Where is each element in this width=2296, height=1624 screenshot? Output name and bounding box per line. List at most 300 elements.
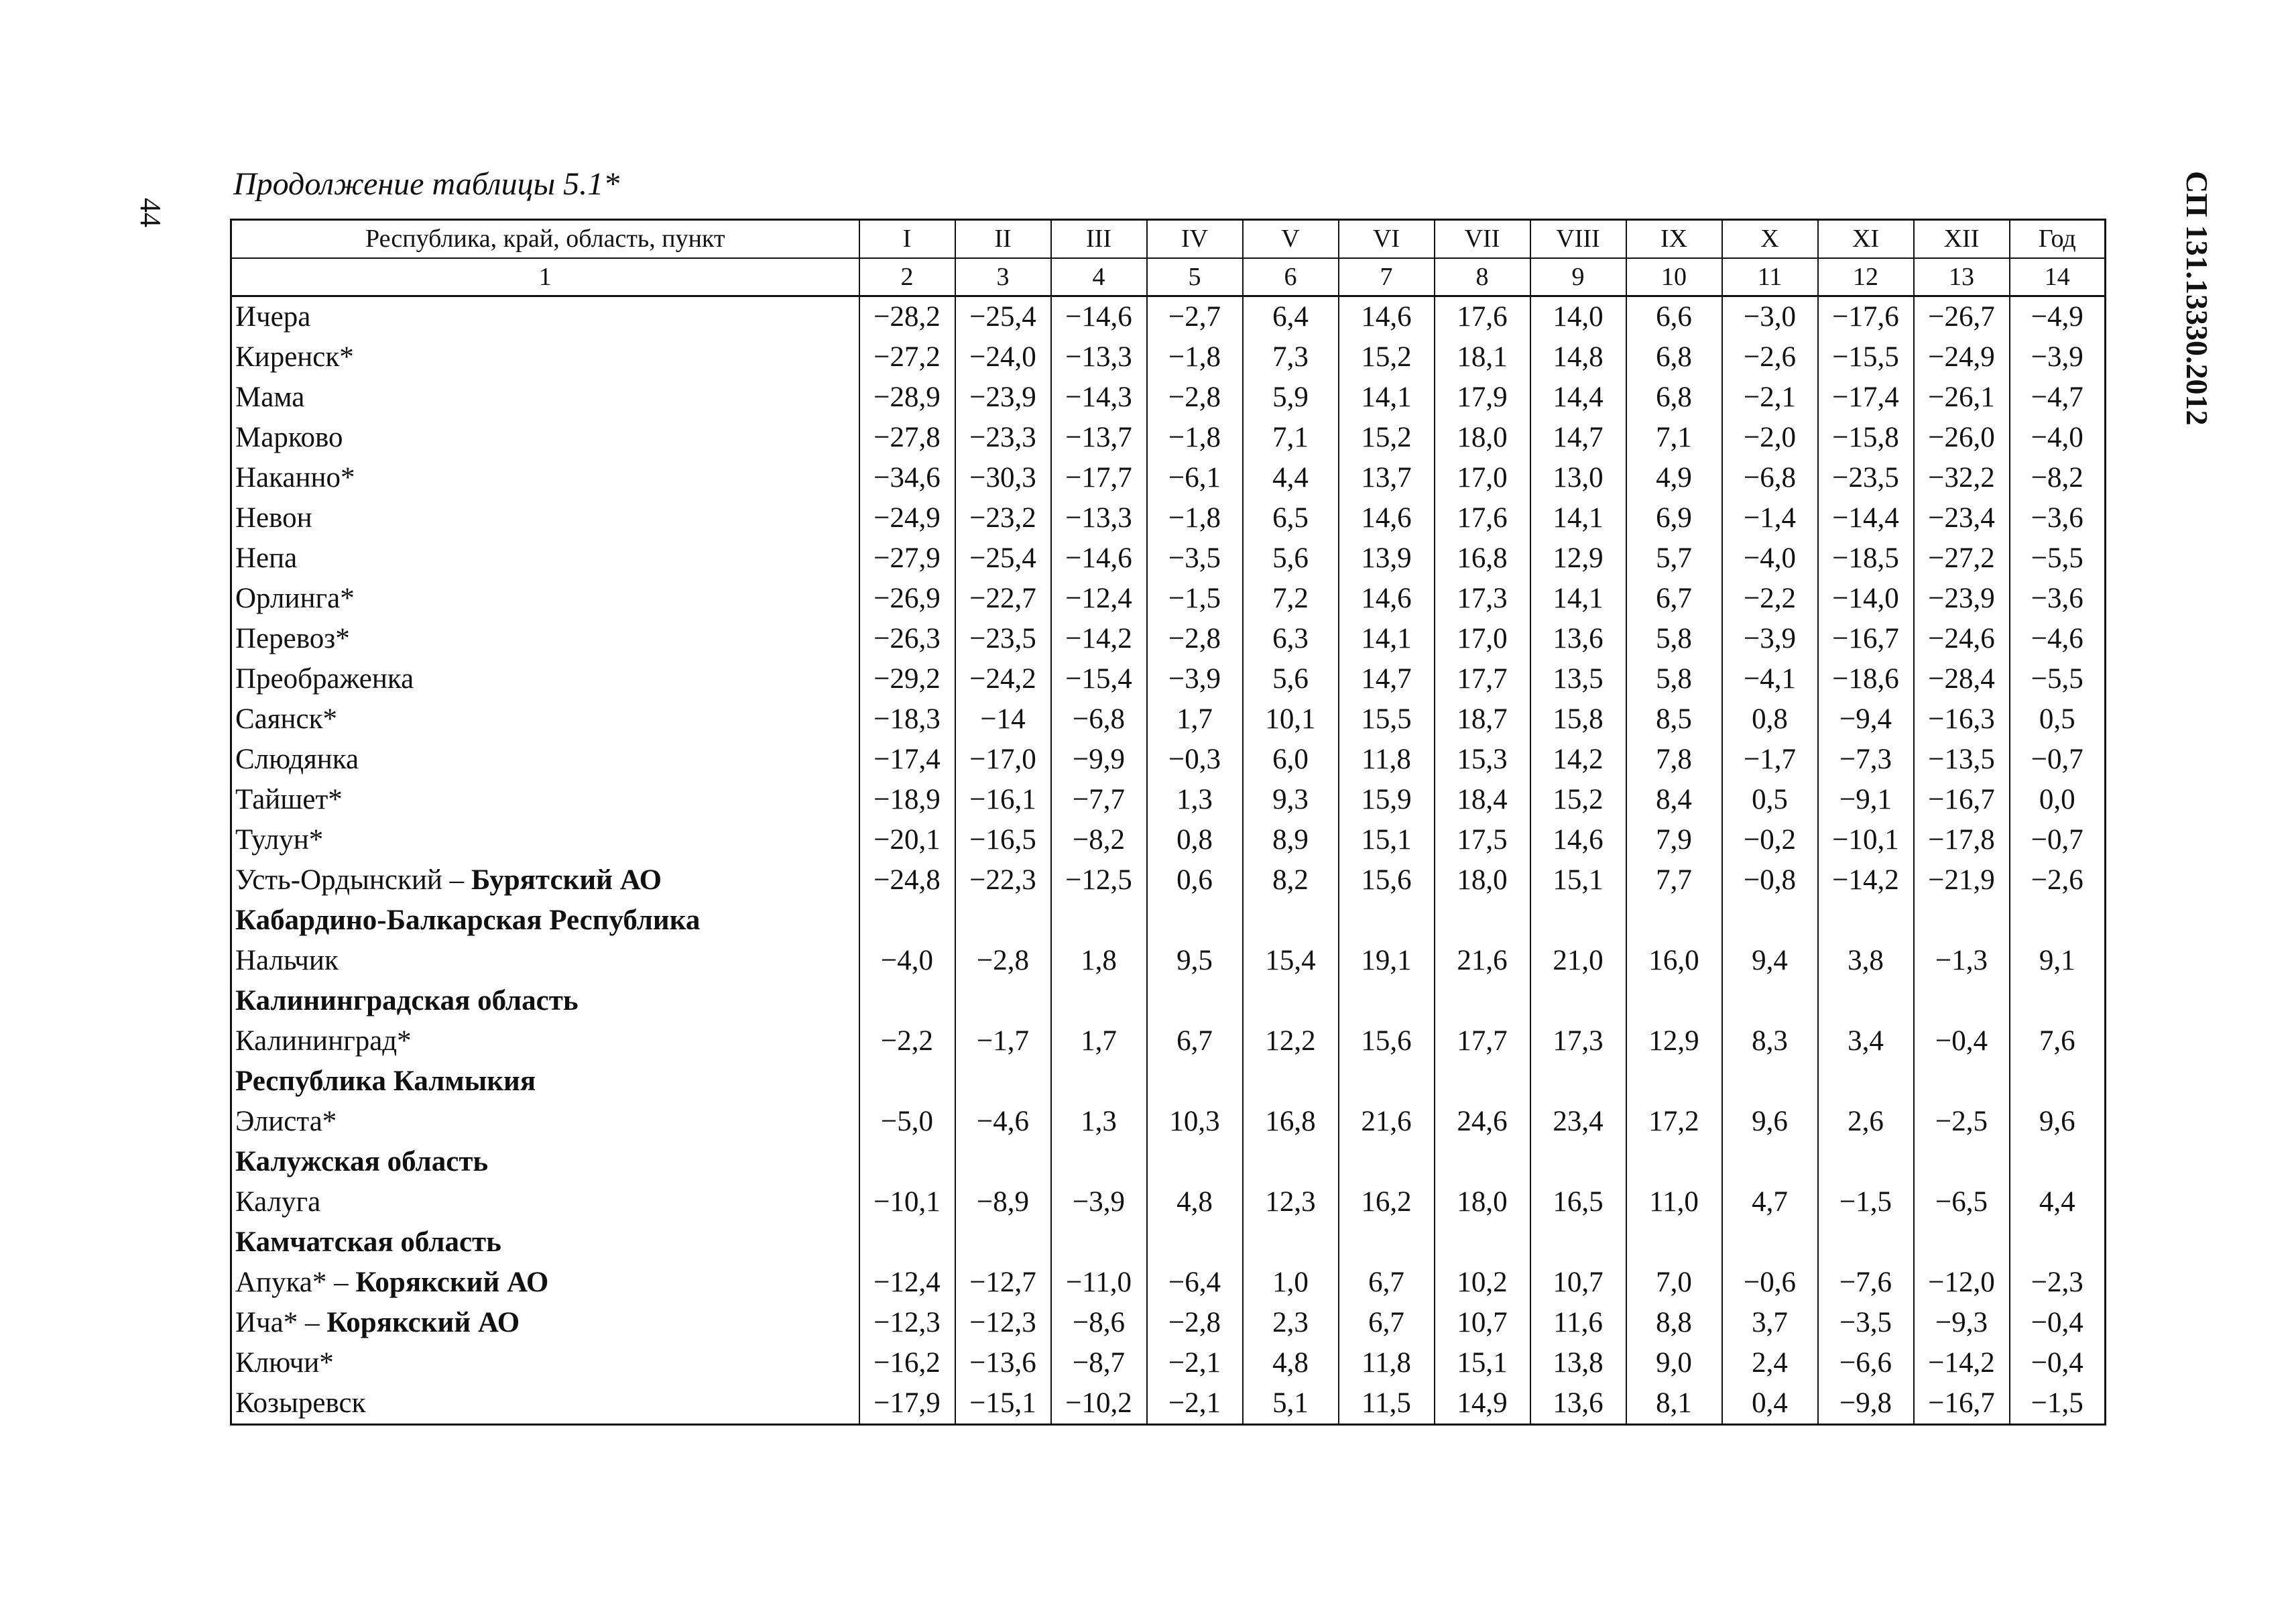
location-name (231, 538, 859, 579)
temperature-value: 1,7 (1051, 1021, 1147, 1061)
temperature-value: 9,0 (1626, 1343, 1722, 1383)
location-name (231, 780, 859, 820)
temperature-value: 11,8 (1339, 1343, 1435, 1383)
empty-cell (1914, 1061, 2010, 1102)
temperature-value: 13,7 (1339, 458, 1435, 498)
location-name (231, 1182, 859, 1222)
empty-cell (859, 1061, 955, 1102)
temperature-value: −3,6 (2010, 579, 2106, 619)
temperature-value: −24,6 (1914, 619, 2010, 659)
empty-cell (1722, 981, 1818, 1021)
empty-cell (2010, 1142, 2106, 1182)
empty-cell (1818, 1142, 1914, 1182)
temperature-value: −1,8 (1147, 498, 1243, 538)
temperature-value: −17,7 (1051, 458, 1147, 498)
temperature-value: 15,5 (1339, 699, 1435, 740)
temperature-value: −20,1 (859, 820, 955, 860)
temperature-value: −26,1 (1914, 378, 2010, 418)
temperature-value: −2,8 (955, 941, 1051, 981)
temperature-value: 14,6 (1339, 498, 1435, 538)
temperature-value: 17,2 (1626, 1102, 1722, 1142)
temperature-value: −25,4 (955, 538, 1051, 579)
temperature-value: −24,9 (1914, 337, 2010, 378)
temperature-value: −1,7 (1722, 740, 1818, 780)
temperature-value: 3,4 (1818, 1021, 1914, 1061)
temperature-value: 16,8 (1435, 538, 1530, 579)
location-name (231, 860, 859, 901)
temperature-value: 5,1 (1243, 1383, 1339, 1425)
temperature-value: 6,4 (1243, 296, 1339, 338)
temperature-value: 7,2 (1243, 579, 1339, 619)
empty-cell (1722, 901, 1818, 941)
temperature-value: −3,9 (1147, 659, 1243, 699)
temperature-value: −1,8 (1147, 418, 1243, 458)
temperature-value: −2,6 (2010, 860, 2106, 901)
column-number: 3 (955, 258, 1051, 296)
region-heading-row (231, 1222, 2106, 1263)
empty-cell (1626, 981, 1722, 1021)
empty-cell (1339, 1142, 1435, 1182)
temperature-value: 15,6 (1339, 860, 1435, 901)
temperature-value: −5,5 (2010, 659, 2106, 699)
temperature-value: 8,2 (1243, 860, 1339, 901)
location-name-text: Калининград* (235, 1025, 412, 1057)
temperature-value: −24,9 (859, 498, 955, 538)
table-row (231, 1182, 2106, 1222)
temperature-value: −2,8 (1147, 619, 1243, 659)
temperature-value: −14,4 (1818, 498, 1914, 538)
temperature-value: −4,7 (2010, 378, 2106, 418)
temperature-value: −2,8 (1147, 1303, 1243, 1343)
temperature-value: −3,5 (1818, 1303, 1914, 1343)
temperature-value: −21,9 (1914, 860, 2010, 901)
temperature-value: 17,0 (1435, 458, 1530, 498)
temperature-value: −23,3 (955, 418, 1051, 458)
temperature-value: 8,1 (1626, 1383, 1722, 1425)
temperature-value: 21,0 (1530, 941, 1626, 981)
temperature-value: −4,6 (955, 1102, 1051, 1142)
table-row (231, 1263, 2106, 1303)
location-name (231, 1021, 859, 1061)
temperature-value: −0,6 (1722, 1263, 1818, 1303)
empty-cell (1914, 1142, 2010, 1182)
empty-cell (1243, 1142, 1339, 1182)
table-continuation-title: Продолжение таблицы 5.1* (233, 166, 620, 202)
temperature-value: −4,0 (859, 941, 955, 981)
table-row (231, 296, 2106, 338)
temperature-value: −16,5 (955, 820, 1051, 860)
empty-cell (1626, 1222, 1722, 1263)
location-name-text: Козыревск (235, 1387, 366, 1419)
location-name (231, 820, 859, 860)
empty-cell (1818, 901, 1914, 941)
empty-cell (1435, 1061, 1530, 1102)
temperature-value: −8,9 (955, 1182, 1051, 1222)
temperature-value: 12,9 (1530, 538, 1626, 579)
temperature-value: −13,5 (1914, 740, 2010, 780)
location-name-text: Наканно* (235, 462, 355, 494)
temperature-value: 11,6 (1530, 1303, 1626, 1343)
location-name-text: Невон (235, 502, 312, 534)
temperature-value: 24,6 (1435, 1102, 1530, 1142)
temperature-value: 16,5 (1530, 1182, 1626, 1222)
temperature-value: −8,6 (1051, 1303, 1147, 1343)
temperature-value: 15,1 (1435, 1343, 1530, 1383)
temperature-value: 3,8 (1818, 941, 1914, 981)
temperature-value: 15,8 (1530, 699, 1626, 740)
column-number: 1 (231, 258, 859, 296)
location-name (231, 1263, 859, 1303)
column-number: 9 (1530, 258, 1626, 296)
empty-cell (1339, 1222, 1435, 1263)
temperature-value: 11,8 (1339, 740, 1435, 780)
temperature-value: −0,4 (1914, 1021, 2010, 1061)
table-row (231, 498, 2106, 538)
temperature-value: −2,8 (1147, 378, 1243, 418)
temperature-value: −23,5 (1818, 458, 1914, 498)
temperature-value: −0,4 (2010, 1303, 2106, 1343)
temperature-value: 1,8 (1051, 941, 1147, 981)
temperature-value: 0,5 (1722, 780, 1818, 820)
table-row (231, 941, 2106, 981)
empty-cell (1339, 901, 1435, 941)
region-name: Республика Калмыкия (231, 1061, 859, 1102)
location-district: Корякский АО (355, 1267, 549, 1298)
temperature-value: −12,4 (859, 1263, 955, 1303)
location-name-text: Саянск* (235, 703, 338, 735)
temperature-value: −3,9 (2010, 337, 2106, 378)
empty-cell (1914, 981, 2010, 1021)
temperature-value: −1,3 (1914, 941, 2010, 981)
temperature-value: 4,8 (1243, 1343, 1339, 1383)
temperature-value: 10,1 (1243, 699, 1339, 740)
temperature-value: −8,2 (1051, 820, 1147, 860)
header-column: II (955, 220, 1051, 259)
table-row (231, 780, 2106, 820)
empty-cell (1722, 1222, 1818, 1263)
temperature-value: 5,7 (1626, 538, 1722, 579)
table-row (231, 820, 2106, 860)
temperature-value: −3,5 (1147, 538, 1243, 579)
temperature-value: 6,0 (1243, 740, 1339, 780)
temperature-value: −1,7 (955, 1021, 1051, 1061)
empty-cell (955, 1061, 1051, 1102)
temperature-value: −28,4 (1914, 659, 2010, 699)
location-name-text: Тулун* (235, 824, 324, 856)
empty-cell (1818, 981, 1914, 1021)
temperature-value: 7,9 (1626, 820, 1722, 860)
temperature-value: −16,3 (1914, 699, 2010, 740)
empty-cell (1435, 1222, 1530, 1263)
temperature-value: −0,3 (1147, 740, 1243, 780)
temperature-value: −18,5 (1818, 538, 1914, 579)
temperature-value: 7,0 (1626, 1263, 1722, 1303)
temperature-value: −4,9 (2010, 296, 2106, 338)
header-column: IV (1147, 220, 1243, 259)
temperature-value: 18,0 (1435, 860, 1530, 901)
temperature-value: −6,5 (1914, 1182, 2010, 1222)
temperature-value: 7,6 (2010, 1021, 2106, 1061)
location-name-text: Преображенка (235, 663, 414, 695)
location-name (231, 740, 859, 780)
temperature-value: −8,2 (2010, 458, 2106, 498)
temperature-value: −18,6 (1818, 659, 1914, 699)
temperature-value: −9,1 (1818, 780, 1914, 820)
empty-cell (1147, 1142, 1243, 1182)
location-name (231, 337, 859, 378)
temperature-value: 1,3 (1147, 780, 1243, 820)
temperature-value: 15,1 (1530, 860, 1626, 901)
temperature-value: −23,9 (1914, 579, 2010, 619)
header-column: Год (2010, 220, 2106, 259)
empty-cell (1147, 1061, 1243, 1102)
table-row (231, 619, 2106, 659)
temperature-value: 15,4 (1243, 941, 1339, 981)
table-row (231, 659, 2106, 699)
header-column: V (1243, 220, 1339, 259)
temperature-value: −3,9 (1051, 1182, 1147, 1222)
temperature-value: −16,7 (1914, 1383, 2010, 1425)
temperature-value: 8,8 (1626, 1303, 1722, 1343)
temperature-value: 0,6 (1147, 860, 1243, 901)
temperature-value: −14,0 (1818, 579, 1914, 619)
temperature-value: 17,5 (1435, 820, 1530, 860)
empty-cell (1243, 901, 1339, 941)
empty-cell (1147, 1222, 1243, 1263)
column-number: 10 (1626, 258, 1722, 296)
temperature-value: 6,6 (1626, 296, 1722, 338)
temperature-value: −15,4 (1051, 659, 1147, 699)
temperature-value: −24,0 (955, 337, 1051, 378)
temperature-value: −26,9 (859, 579, 955, 619)
temperature-value: 0,4 (1722, 1383, 1818, 1425)
temperature-value: 14,6 (1339, 296, 1435, 338)
column-number: 14 (2010, 258, 2106, 296)
temperature-value: 6,8 (1626, 378, 1722, 418)
temperature-value: −1,8 (1147, 337, 1243, 378)
temperature-value: −2,6 (1722, 337, 1818, 378)
temperature-value: −28,2 (859, 296, 955, 338)
empty-cell (1051, 1142, 1147, 1182)
region-name: Камчатская область (231, 1222, 859, 1263)
temperature-value: 6,9 (1626, 498, 1722, 538)
empty-cell (1530, 981, 1626, 1021)
temperature-value: −2,1 (1147, 1343, 1243, 1383)
temperature-value: 8,9 (1243, 820, 1339, 860)
header-column: VI (1339, 220, 1435, 259)
temperature-value: −2,3 (2010, 1263, 2106, 1303)
location-name (231, 498, 859, 538)
empty-cell (859, 981, 955, 1021)
column-number: 12 (1818, 258, 1914, 296)
header-column: XII (1914, 220, 2010, 259)
location-name-text: Орлинга* (235, 583, 355, 614)
table-row (231, 458, 2106, 498)
temperature-value: 17,6 (1435, 296, 1530, 338)
column-number: 11 (1722, 258, 1818, 296)
table-row (231, 579, 2106, 619)
empty-cell (1243, 981, 1339, 1021)
temperature-value: −6,4 (1147, 1263, 1243, 1303)
column-number: 7 (1339, 258, 1435, 296)
location-name (231, 378, 859, 418)
empty-cell (1914, 1222, 2010, 1263)
temperature-value: 8,5 (1626, 699, 1722, 740)
temperature-value: 14,8 (1530, 337, 1626, 378)
temperature-value: −12,5 (1051, 860, 1147, 901)
temperature-value: 14,2 (1530, 740, 1626, 780)
empty-cell (1147, 981, 1243, 1021)
temperature-value: −13,3 (1051, 337, 1147, 378)
temperature-value: 14,1 (1339, 619, 1435, 659)
temperature-value: 17,6 (1435, 498, 1530, 538)
empty-cell (1626, 1142, 1722, 1182)
region-heading-row (231, 1142, 2106, 1182)
temperature-value: 13,6 (1530, 619, 1626, 659)
temperature-value: 4,9 (1626, 458, 1722, 498)
temperature-value: 21,6 (1339, 1102, 1435, 1142)
location-name-text: Тайшет* (235, 784, 343, 815)
header-column: VIII (1530, 220, 1626, 259)
temperature-value: 5,8 (1626, 619, 1722, 659)
temperature-value: 14,7 (1339, 659, 1435, 699)
temperature-value: −27,2 (1914, 538, 2010, 579)
location-name-text: Киренск* (235, 341, 354, 373)
temperature-value: −32,2 (1914, 458, 2010, 498)
temperature-value: −4,0 (2010, 418, 2106, 458)
temperature-value: 13,0 (1530, 458, 1626, 498)
empty-cell (1914, 901, 2010, 941)
column-number: 2 (859, 258, 955, 296)
table-row (231, 1102, 2106, 1142)
temperature-value: 15,2 (1339, 337, 1435, 378)
temperature-value: −26,3 (859, 619, 955, 659)
temperature-value: −0,7 (2010, 820, 2106, 860)
temperature-value: 0,8 (1722, 699, 1818, 740)
temperature-value: 3,7 (1722, 1303, 1818, 1343)
temperature-value: 14,1 (1530, 579, 1626, 619)
location-name (231, 1102, 859, 1142)
temperature-value: −15,1 (955, 1383, 1051, 1425)
temperature-value: −2,2 (859, 1021, 955, 1061)
temperature-value: 17,3 (1435, 579, 1530, 619)
temperature-value: −2,1 (1722, 378, 1818, 418)
temperature-value: 10,7 (1530, 1263, 1626, 1303)
temperature-value: −10,2 (1051, 1383, 1147, 1425)
location-name-text: Усть-Ордынский – (235, 864, 471, 896)
temperature-value: −12,4 (1051, 579, 1147, 619)
table-row (231, 699, 2106, 740)
temperature-value: −25,4 (955, 296, 1051, 338)
empty-cell (1722, 1061, 1818, 1102)
location-name (231, 659, 859, 699)
temperature-value: 8,3 (1722, 1021, 1818, 1061)
temperature-value: 4,7 (1722, 1182, 1818, 1222)
temperature-value: −28,9 (859, 378, 955, 418)
temperature-value: −14,2 (1818, 860, 1914, 901)
temperature-value: 11,0 (1626, 1182, 1722, 1222)
temperature-value: 5,6 (1243, 538, 1339, 579)
temperature-value: −17,4 (1818, 378, 1914, 418)
table-row (231, 378, 2106, 418)
temperature-value: 16,0 (1626, 941, 1722, 981)
temperature-value: −3,0 (1722, 296, 1818, 338)
temperature-value: −16,1 (955, 780, 1051, 820)
region-name: Калужская область (231, 1142, 859, 1182)
temperature-value: 7,8 (1626, 740, 1722, 780)
temperature-value: −7,6 (1818, 1263, 1914, 1303)
location-name (231, 1343, 859, 1383)
temperature-value: 5,9 (1243, 378, 1339, 418)
empty-cell (859, 1142, 955, 1182)
empty-cell (1818, 1061, 1914, 1102)
temperature-value: −1,5 (2010, 1383, 2106, 1425)
empty-cell (1818, 1222, 1914, 1263)
empty-cell (1051, 1222, 1147, 1263)
location-name (231, 619, 859, 659)
header-column: III (1051, 220, 1147, 259)
temperature-value: −26,0 (1914, 418, 2010, 458)
location-name (231, 418, 859, 458)
table-row (231, 1383, 2106, 1425)
temperature-value: −4,1 (1722, 659, 1818, 699)
empty-cell (1435, 901, 1530, 941)
column-number: 4 (1051, 258, 1147, 296)
column-number: 6 (1243, 258, 1339, 296)
temperature-value: 18,1 (1435, 337, 1530, 378)
table-row (231, 1303, 2106, 1343)
empty-cell (859, 901, 955, 941)
temperature-value: 4,8 (1147, 1182, 1243, 1222)
temperature-value: −1,5 (1147, 579, 1243, 619)
temperature-value: −27,8 (859, 418, 955, 458)
empty-cell (1339, 981, 1435, 1021)
location-name-text: Нальчик (235, 945, 339, 976)
temperature-value: 17,0 (1435, 619, 1530, 659)
temperature-value: −17,0 (955, 740, 1051, 780)
page-number: 44 (134, 198, 167, 227)
temperature-table (230, 219, 2106, 1426)
header-column: X (1722, 220, 1818, 259)
empty-cell (1243, 1061, 1339, 1102)
temperature-value: −3,9 (1722, 619, 1818, 659)
temperature-value: −12,7 (955, 1263, 1051, 1303)
temperature-value: −12,3 (955, 1303, 1051, 1343)
temperature-value: −34,6 (859, 458, 955, 498)
temperature-value: −14 (955, 699, 1051, 740)
temperature-value: −26,7 (1914, 296, 2010, 338)
temperature-value: −18,9 (859, 780, 955, 820)
temperature-value: −27,9 (859, 538, 955, 579)
temperature-value: −9,9 (1051, 740, 1147, 780)
temperature-value: 19,1 (1339, 941, 1435, 981)
temperature-value: 13,9 (1339, 538, 1435, 579)
temperature-value: −16,7 (1818, 619, 1914, 659)
temperature-value: 6,7 (1339, 1303, 1435, 1343)
temperature-value: 7,7 (1626, 860, 1722, 901)
location-name (231, 699, 859, 740)
temperature-value: −5,0 (859, 1102, 955, 1142)
table-body (231, 296, 2106, 1425)
temperature-value: 11,5 (1339, 1383, 1435, 1425)
temperature-value: −1,5 (1818, 1182, 1914, 1222)
location-name (231, 579, 859, 619)
temperature-value: 9,5 (1147, 941, 1243, 981)
table-row (231, 337, 2106, 378)
location-name-text: Мама (235, 382, 305, 413)
header-column: VII (1435, 220, 1530, 259)
table-row (231, 538, 2106, 579)
